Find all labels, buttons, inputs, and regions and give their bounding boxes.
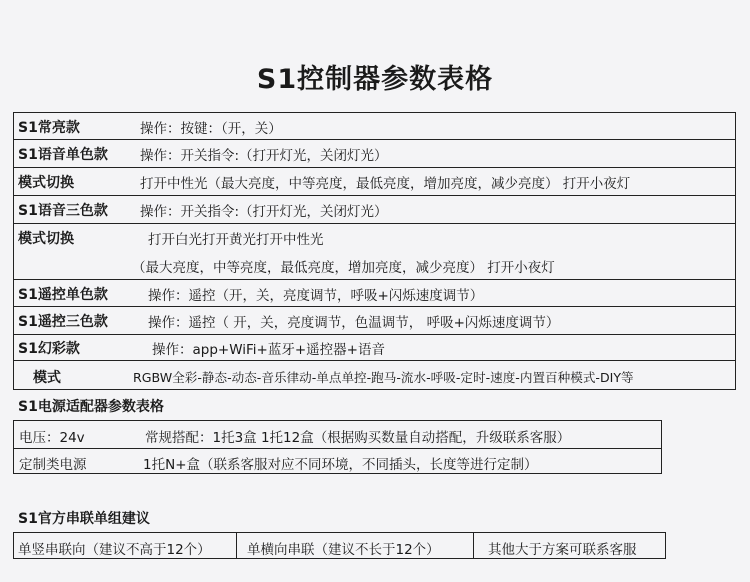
page-title: S1控制器参数表格: [256, 64, 494, 95]
table-row: [14, 195, 735, 224]
table-row: [14, 421, 661, 449]
row-text: 1托N+盒（联系客服对应不同环境，不同插头，长度等进行定制）: [143, 457, 538, 473]
row-desc: 打开中性光（最大亮度，中等亮度，最低亮度，增加亮度，减少亮度） 打开小夜灯: [140, 176, 631, 192]
row-label: 定制类电源: [19, 457, 87, 473]
row-name: 模式: [33, 370, 61, 386]
group-cell: 单竖串联向（建议不高于12个）: [18, 542, 211, 558]
column-divider: [473, 533, 474, 558]
row-desc: 操作：app+WiFi+蓝牙+遥控器+语音: [152, 342, 385, 358]
row-text: 常规搭配：1托3盒 1托12盒（根据购买数量自动搭配，升级联系客服）: [145, 430, 571, 446]
row-desc: 操作：遥控（ 开，关，亮度调节，色温调节， 呼吸+闪烁速度调节）: [148, 315, 560, 331]
table-row: [14, 167, 735, 196]
table-row: [14, 279, 735, 307]
table-row: [14, 448, 661, 474]
row-desc: 操作：遥控（开，关，亮度调节，呼吸+闪烁速度调节）: [148, 288, 484, 304]
row-desc: 操作：开关指令:（打开灯光，关闭灯光）: [140, 148, 388, 164]
table-row: [14, 223, 735, 280]
row-name: S1语音单色款: [18, 147, 108, 163]
power-heading: S1电源适配器参数表格: [18, 399, 164, 415]
row-name: S1遥控三色款: [18, 314, 108, 330]
row-desc: 操作：按键：（开，关）: [140, 121, 282, 137]
row-name: S1遥控单色款: [18, 287, 108, 303]
row-desc: 打开白光打开黄光打开中性光: [148, 232, 324, 248]
row-desc: RGBW全彩-静态-动态-音乐律动-单点单控-跑马-流水-呼吸-定时-速度-内置百种模式-DIY等: [133, 370, 634, 385]
table-row: [14, 113, 735, 140]
group-cell: 单横向串联（建议不长于12个）: [247, 542, 440, 558]
row-desc: 操作：开关指令:（打开灯光，关闭灯光）: [140, 204, 388, 220]
table-row: [14, 360, 735, 390]
group-table: [13, 532, 666, 559]
row-desc-continued: （最大亮度，中等亮度，最低亮度，增加亮度，减少亮度） 打开小夜灯: [132, 260, 555, 276]
params-table: [13, 112, 736, 390]
row-label: 电压：24v: [19, 430, 85, 446]
group-cell: 其他大于方案可联系客服: [488, 542, 637, 558]
column-divider: [236, 533, 237, 558]
row-name: 模式切换: [18, 175, 74, 191]
table-row: [14, 306, 735, 335]
row-name: S1幻彩款: [18, 341, 80, 357]
group-heading: S1官方串联单组建议: [18, 511, 150, 527]
power-table: [13, 420, 662, 474]
table-row: [14, 139, 735, 168]
row-name: 模式切换: [18, 231, 74, 247]
table-row: [14, 334, 735, 361]
row-name: S1语音三色款: [18, 203, 108, 219]
row-name: S1常亮款: [18, 120, 80, 136]
